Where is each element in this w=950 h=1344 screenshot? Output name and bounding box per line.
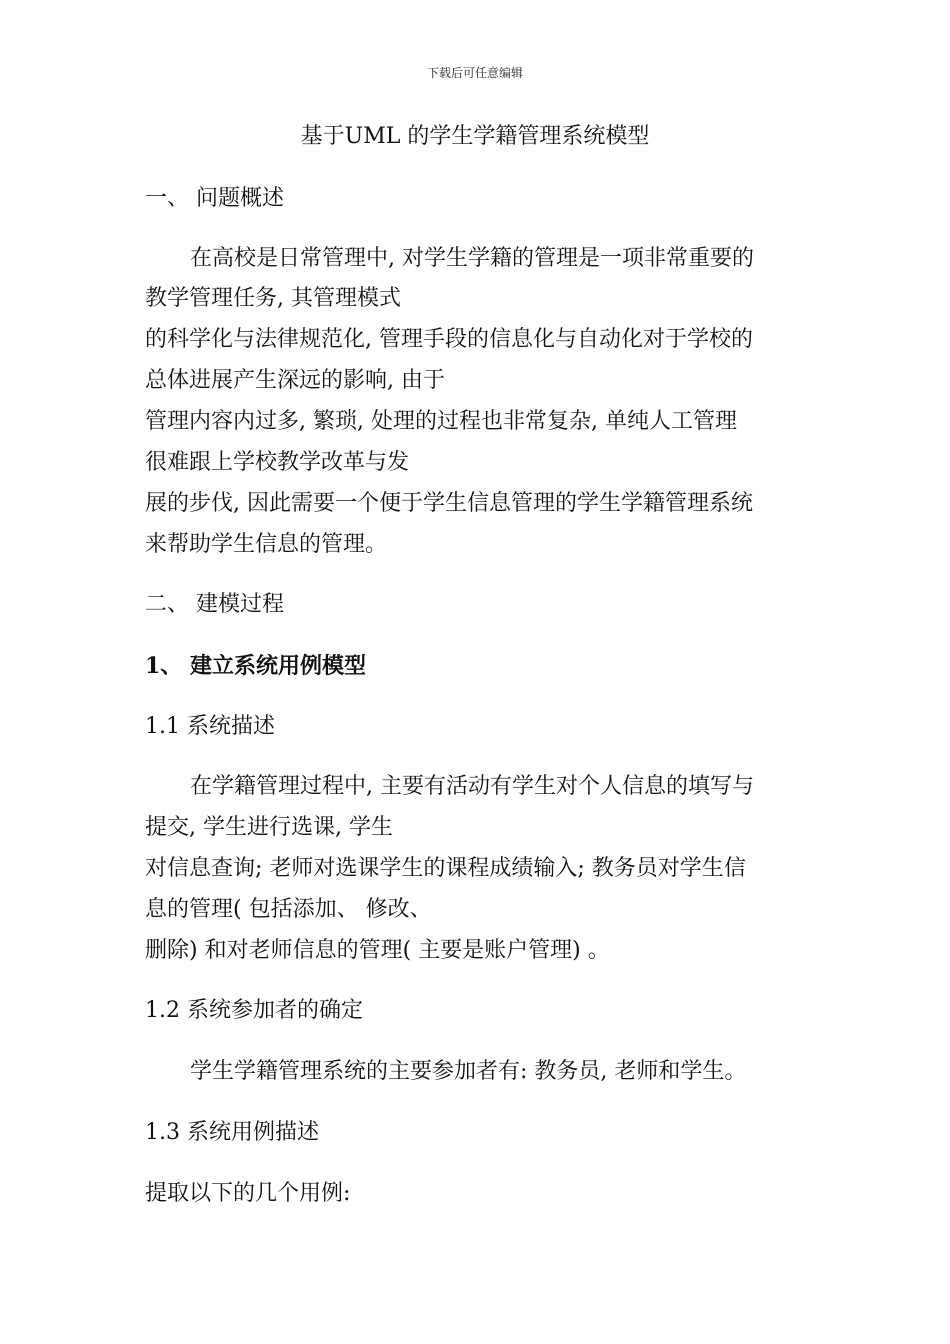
paragraph-line: 很难跟上学校教学改革与发 [145, 450, 410, 475]
header-watermark: 下载后可任意编辑 [426, 66, 523, 80]
paragraph-line: 总体进展产生深远的影响, 由于 [145, 368, 445, 393]
section-heading-modeling: 二、 建模过程 [145, 592, 284, 617]
paragraph-line: 学生学籍管理系统的主要参加者有: 教务员, 老师和学生。 [190, 1059, 747, 1084]
subsection-heading-use-case-description: 1.3 系统用例描述 [145, 1120, 319, 1145]
paragraph-line: 来帮助学生信息的管理。 [145, 532, 388, 557]
paragraph-line: 在高校是日常管理中, 对学生学籍的管理是一项非常重要的 [190, 246, 754, 271]
subsection-heading-use-case-model: 1、 建立系统用例模型 [145, 653, 366, 679]
paragraph-line: 息的管理( 包括添加、 修改、 [145, 897, 432, 922]
paragraph-line: 提交, 学生进行选课, 学生 [145, 815, 393, 840]
subsection-heading-participants: 1.2 系统参加者的确定 [145, 998, 363, 1023]
subsection-heading-system-description: 1.1 系统描述 [145, 714, 275, 739]
paragraph-line: 教学管理任务, 其管理模式 [145, 286, 401, 311]
document-title: 基于UML 的学生学籍管理系统模型 [300, 124, 650, 149]
paragraph-line: 删除) 和对老师信息的管理( 主要是账户管理) 。 [145, 938, 610, 963]
paragraph-line: 展的步伐, 因此需要一个便于学生信息管理的学生学籍管理系统 [145, 491, 753, 516]
section-heading-overview: 一、 问题概述 [145, 186, 284, 211]
paragraph-line: 提取以下的几个用例: [145, 1181, 351, 1206]
paragraph-line: 对信息查询; 老师对选课学生的课程成绩输入; 教务员对学生信 [145, 856, 746, 881]
paragraph-line: 管理内容内过多, 繁琐, 处理的过程也非常复杂, 单纯人工管理 [145, 409, 737, 434]
paragraph-line: 在学籍管理过程中, 主要有活动有学生对个人信息的填写与 [190, 774, 754, 799]
paragraph-line: 的科学化与法律规范化, 管理手段的信息化与自动化对于学校的 [145, 327, 753, 352]
